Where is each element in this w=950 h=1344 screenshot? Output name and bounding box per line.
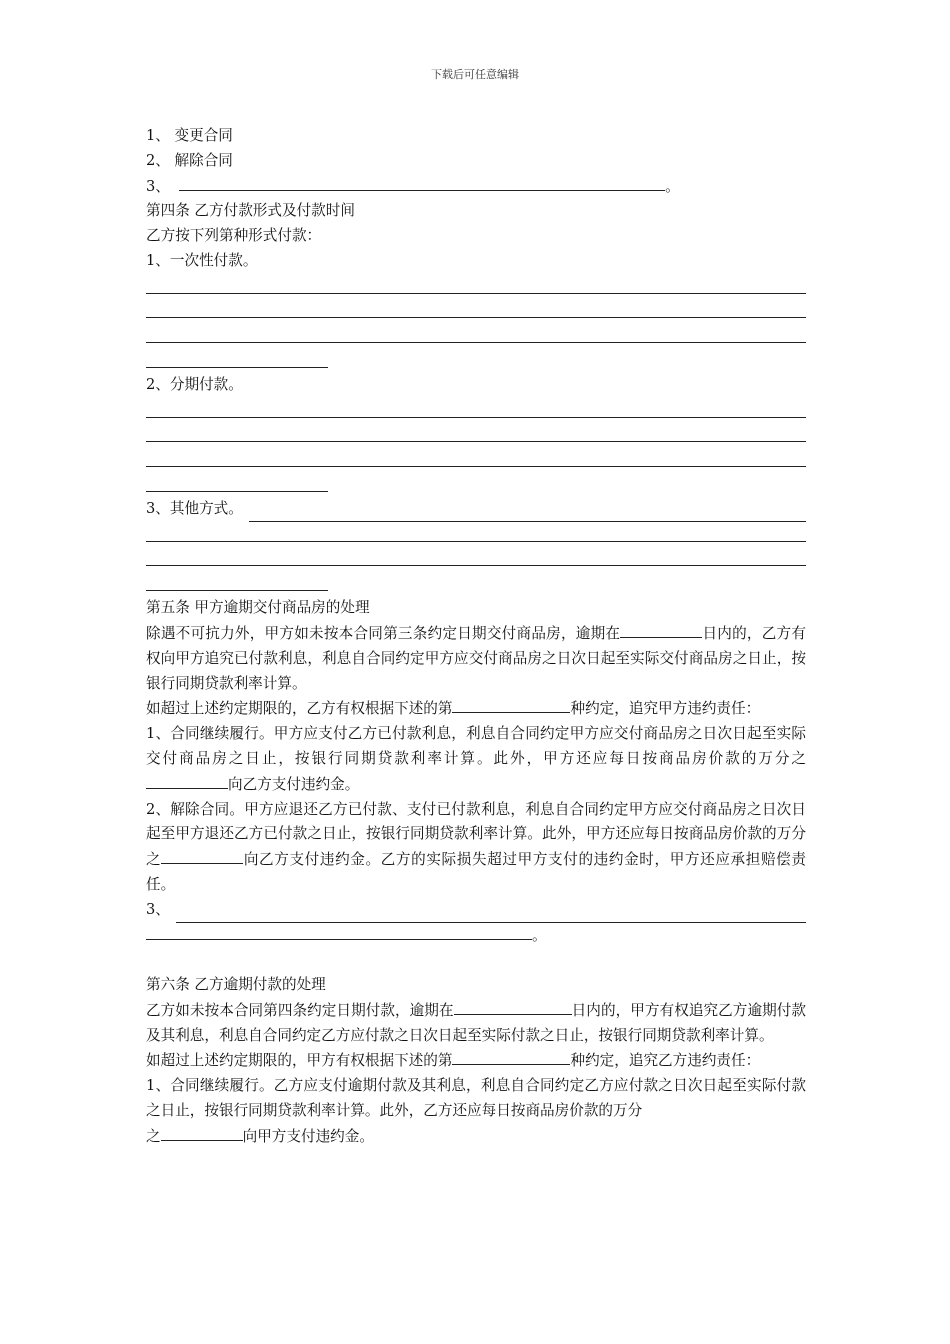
- blank-line[interactable]: [146, 398, 806, 423]
- item-terminate-contract: 2、 解除合同: [146, 151, 233, 169]
- blank-article-5-item-3[interactable]: [176, 904, 806, 923]
- blank-rate[interactable]: [161, 1124, 243, 1141]
- article-4-title: 第四条 乙方付款形式及付款时间: [146, 202, 355, 220]
- blank-line[interactable]: [146, 547, 806, 572]
- blank-option-no[interactable]: [452, 1048, 570, 1065]
- blank-line[interactable]: [146, 323, 806, 348]
- blank-rate[interactable]: [161, 847, 243, 864]
- article-6-para-1: 乙方如未按本合同第四条约定日期付款，逾期在 日内的，甲方有权追究乙方逾期付款及其利息，利息自合同约定乙方应付款之日次日起至实际付款之日止，按银行同期贷款利率计算。: [146, 998, 806, 1049]
- blank-option-no[interactable]: [452, 696, 570, 713]
- article-6-para-2: 如超过上述约定期限的，甲方有权根据下述的第 种约定，追究乙方违约责任：: [146, 1048, 806, 1074]
- blank-line[interactable]: [146, 923, 532, 940]
- page-header: 下载后可任意编辑: [431, 68, 519, 81]
- blank-item-three[interactable]: [179, 174, 665, 191]
- item-three-suffix: 。: [665, 177, 680, 195]
- blank-line-short[interactable]: [146, 472, 806, 497]
- article-5-item-3-prefix: 3、: [146, 900, 170, 918]
- article-5-item-3-continued: 。: [146, 923, 806, 949]
- article-4-intro: 乙方按下列第种形式付款：: [146, 227, 322, 245]
- blank-line[interactable]: [146, 274, 806, 299]
- blank-rate[interactable]: [146, 772, 228, 789]
- article-6-title: 第六条 乙方逾期付款的处理: [146, 976, 326, 994]
- blank-days[interactable]: [454, 998, 572, 1015]
- blank-line-short[interactable]: [146, 348, 806, 373]
- blank-line[interactable]: [146, 447, 806, 472]
- article-5-title: 第五条 甲方逾期交付商品房的处理: [146, 599, 370, 617]
- blank-other-method[interactable]: [249, 503, 806, 522]
- article-5-para-2: 如超过上述约定期限的，乙方有权根据下述的第 种约定，追究甲方违约责任：: [146, 696, 806, 722]
- item-change-contract: 1、 变更合同: [146, 127, 233, 144]
- blank-line[interactable]: [146, 522, 806, 547]
- article-5-para-3: 1、合同继续履行。甲方应支付乙方已付款利息，利息自合同约定甲方应交付商品房之日次日起至实际交付商品房之日止，按银行同期贷款利率计算。此外，甲方还应每日按商品房价款的万分之向乙方支付违约金。: [146, 725, 806, 793]
- item-three-prefix: 3、: [146, 177, 170, 195]
- article-5-para-4: 2、解除合同。甲方应退还乙方已付款、支付已付款利息，利息自合同约定甲方应交付商品房之日次日起至甲方退还乙方已付款之日止，按银行同期贷款利率计算。此外，甲方还应每日按商品房价款的万分之 向乙方支付违约金。乙方的实际损失超过甲方支付的违约金时，甲方还应承担赔偿责任。: [146, 800, 806, 893]
- blank-line[interactable]: [146, 423, 806, 448]
- blank-line[interactable]: [146, 299, 806, 324]
- other-method-row: [146, 497, 806, 522]
- article-5-item-3: [146, 898, 806, 923]
- other-method-label: 3、其他方式。: [146, 499, 243, 517]
- blank-days[interactable]: [620, 621, 702, 638]
- blank-line-short[interactable]: [146, 571, 806, 596]
- item-three: [146, 174, 806, 200]
- lump-sum-label: 1、一次性付款。: [146, 251, 258, 269]
- article-5-para-1: 除遇不可抗力外，甲方如未按本合同第三条约定日期交付商品房，逾期在 日内的，乙方有权向甲方追究已付款利息，利息自合同约定甲方应交付商品房之日次日起至实际交付商品房之日止，按银行同期贷款利率计算。: [146, 621, 806, 696]
- installment-label: 2、分期付款。: [146, 375, 243, 393]
- contract-body: [146, 124, 806, 1150]
- article-6-para-3: 1、合同继续履行。乙方应支付逾期付款及其利息，利息自合同约定乙方应付款之日次日起至实际付款之日止，按银行同期贷款利率计算。此外，乙方还应每日按商品房价款的万分 之 向甲方支付违约金。: [146, 1077, 806, 1145]
